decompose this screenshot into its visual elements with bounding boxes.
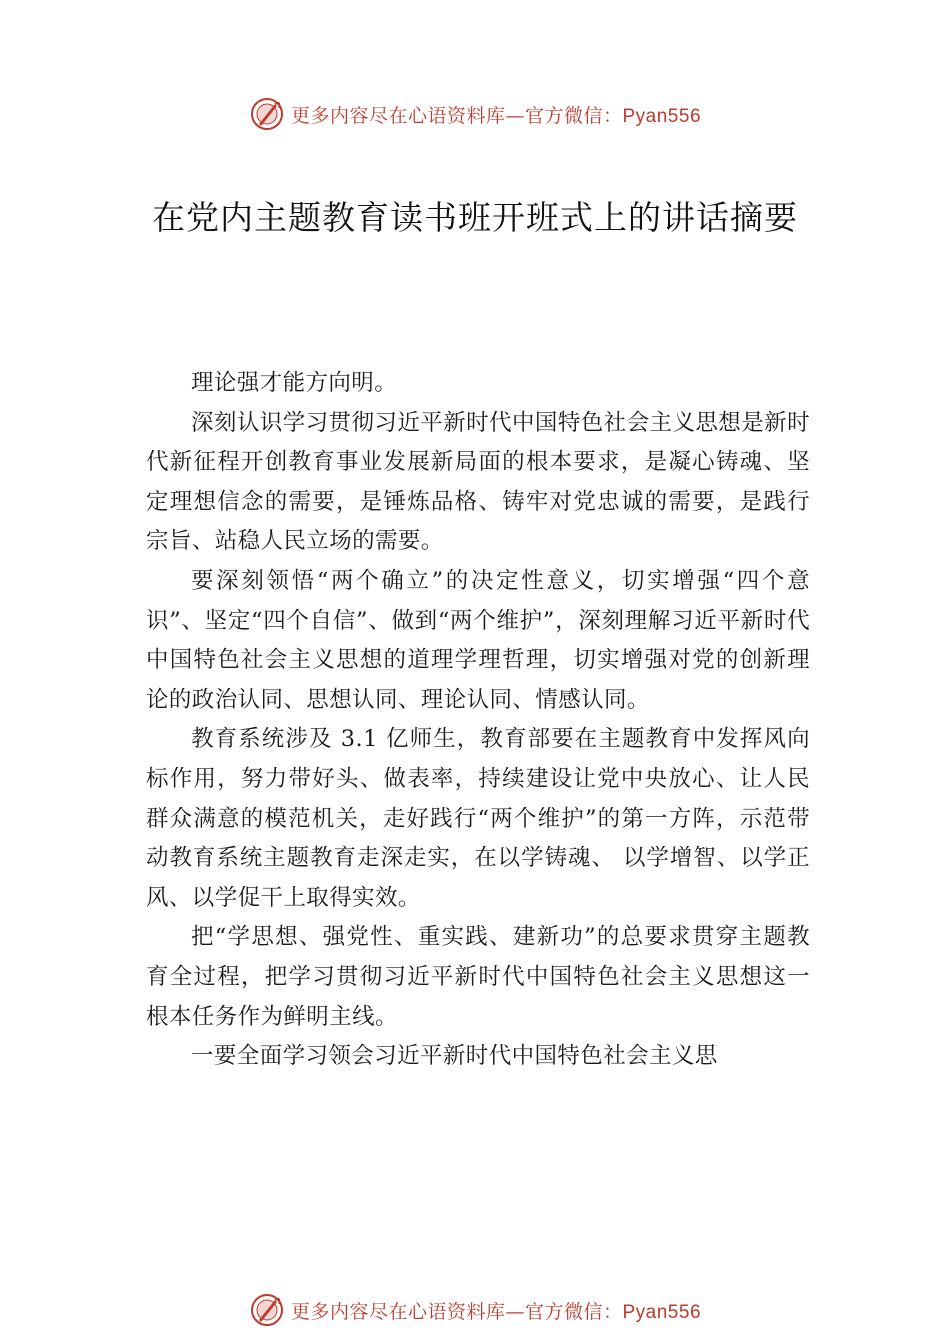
banner-wechat-handle: Pyan556 [622, 1301, 702, 1323]
paragraph: 把“学思想、强党性、重实践、建新功”的总要求贯穿主题教育全过程，把学习贯彻习近平新时代中国特色社会主义思想这一根本任务作为鲜明主线。 [146, 924, 810, 1030]
paragraph: 理论强才能方向明。 [191, 370, 398, 396]
banner-text [291, 101, 701, 128]
document-title: 在党内主题教育读书班开班式上的讲话摘要 [152, 198, 798, 237]
paragraph: 深刻认识学习贯彻习近平新时代中国特色社会主义思想是新时代新征程开创教育事业发展新局面的根本要求，是凝心铸魂、坚定理想信念的需要，是锤炼品格、铸牢对党忠诚的需要，是践行宗旨、站稳人民立场的需要。 [146, 409, 810, 555]
banner-wechat-label: 官方微信： [524, 1300, 623, 1323]
banner-main-text: 更多内容尽在心语资料库 [290, 1300, 506, 1323]
header-banner [0, 94, 950, 134]
banner-separator: — [505, 104, 525, 127]
banner-separator: — [505, 1300, 525, 1323]
document-body [146, 364, 810, 1077]
banner-main-text: 更多内容尽在心语资料库 [290, 104, 506, 127]
banner-wechat-label: 官方微信： [524, 104, 623, 127]
banner-text [291, 1297, 701, 1324]
paragraph: 一要全面学习领会习近平新时代中国特色社会主义思 [191, 1043, 718, 1070]
quill-pen-logo-icon [249, 96, 285, 132]
quill-pen-logo-icon [249, 1292, 285, 1328]
banner-wechat-handle: Pyan556 [622, 105, 702, 127]
paragraph: 教育系统涉及 3.1 亿师生，教育部要在主题教育中发挥风向标作用，努力带好头、做表率，持续建设让党中央放心、让人民群众满意的模范机关，走好践行“两个维护”的第一方阵，示范带动教育系统主题教育走深走实，在以学铸魂、 以学增智、以学正风、以学促干上取得实效。 [146, 726, 810, 911]
paragraph: 要深刻领悟“两个确立”的决定性意义，切实增强“四个意识”、坚定“四个自信”、做到“两个维护”，深刻理解习近平新时代中国特色社会主义思想的道理学理哲理，切实增强对党的创新理论的政治认同、思想认同、理论认同、情感认同。 [146, 567, 810, 713]
footer-banner [0, 1290, 950, 1330]
